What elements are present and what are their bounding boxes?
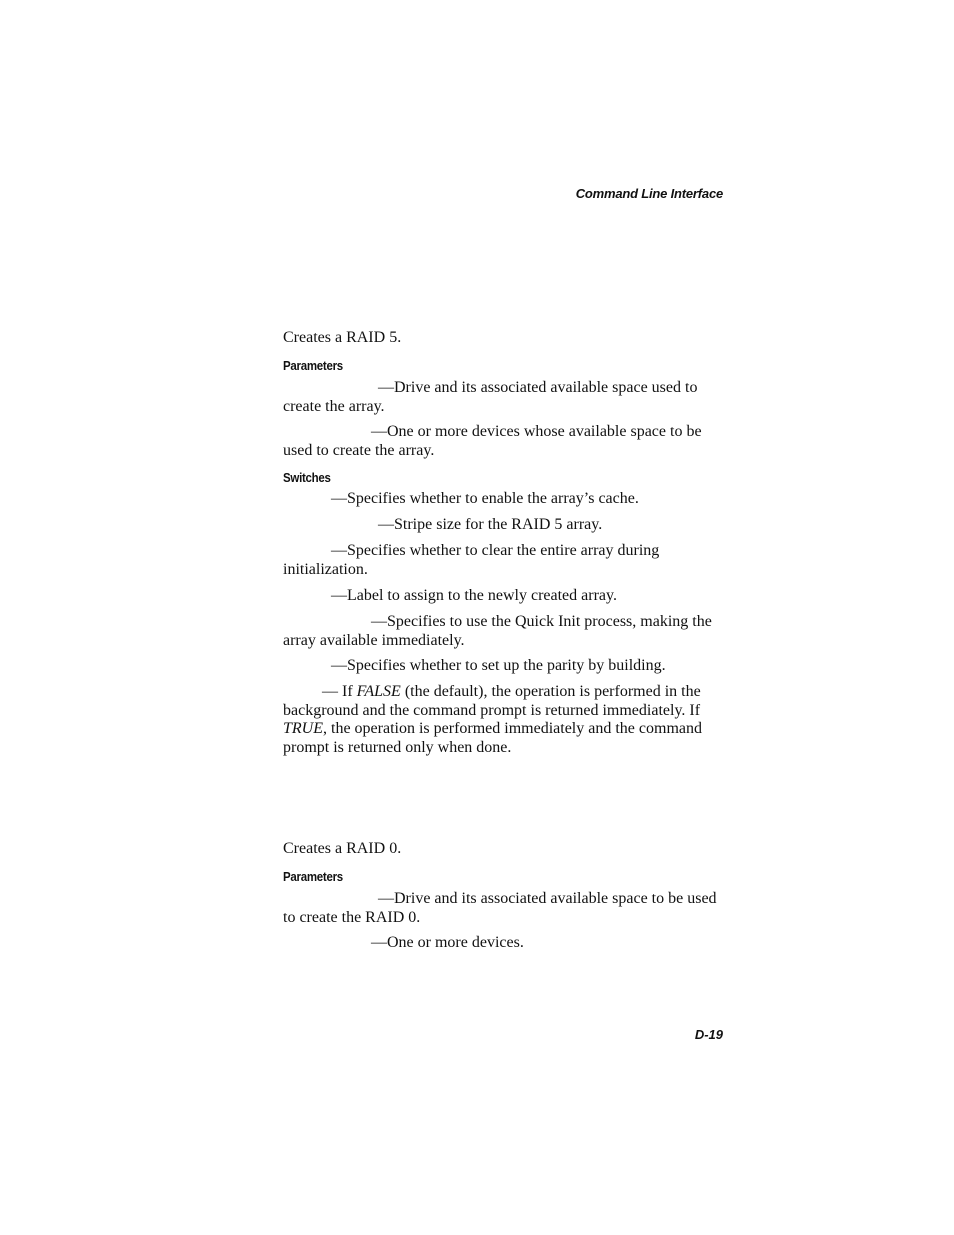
- raid5-switch-quick-init: —Specifies to use the Quick Init process, making the array available immediately.: [283, 613, 712, 649]
- wait-true-keyword: TRUE: [283, 720, 323, 737]
- raid0-intro: Creates a RAID 0.: [283, 840, 402, 857]
- raid5-switch-label: —Label to assign to the newly created array.: [331, 587, 617, 604]
- raid5-switch-parity: —Specifies whether to set up the parity by building.: [331, 657, 666, 674]
- raid0-param-drive: —Drive and its associated available space to be used to create the RAID 0.: [283, 890, 717, 926]
- raid0-parameters-heading: Parameters: [283, 870, 343, 884]
- raid5-intro: Creates a RAID 5.: [283, 329, 402, 346]
- raid5-switch-cache: —Specifies whether to enable the array’s cache.: [331, 490, 639, 507]
- raid5-switch-stripe: —Stripe size for the RAID 5 array.: [378, 516, 603, 533]
- raid5-param-devices: —One or more devices whose available space to be used to create the array.: [283, 423, 702, 459]
- raid5-param-drive: —Drive and its associated available space used to create the array.: [283, 379, 698, 415]
- page-number: D-19: [694, 1027, 723, 1042]
- raid5-switches-heading: Switches: [283, 471, 331, 485]
- wait-middle: (the default), the operation is performed in the background and the command prompt is returned immediately. If: [283, 683, 701, 719]
- raid5-switch-wait: [283, 683, 723, 757]
- raid5-switch-clear: —Specifies whether to clear the entire array during initialization.: [283, 542, 660, 578]
- wait-false-keyword: FALSE: [356, 683, 401, 700]
- raid5-parameters-heading: Parameters: [283, 359, 343, 373]
- wait-suffix: , the operation is performed immediately and the command prompt is returned only when done.: [283, 720, 702, 756]
- wait-prefix: — If: [322, 683, 357, 700]
- raid0-param-devices: —One or more devices.: [371, 934, 524, 951]
- running-header: Command Line Interface: [575, 186, 723, 201]
